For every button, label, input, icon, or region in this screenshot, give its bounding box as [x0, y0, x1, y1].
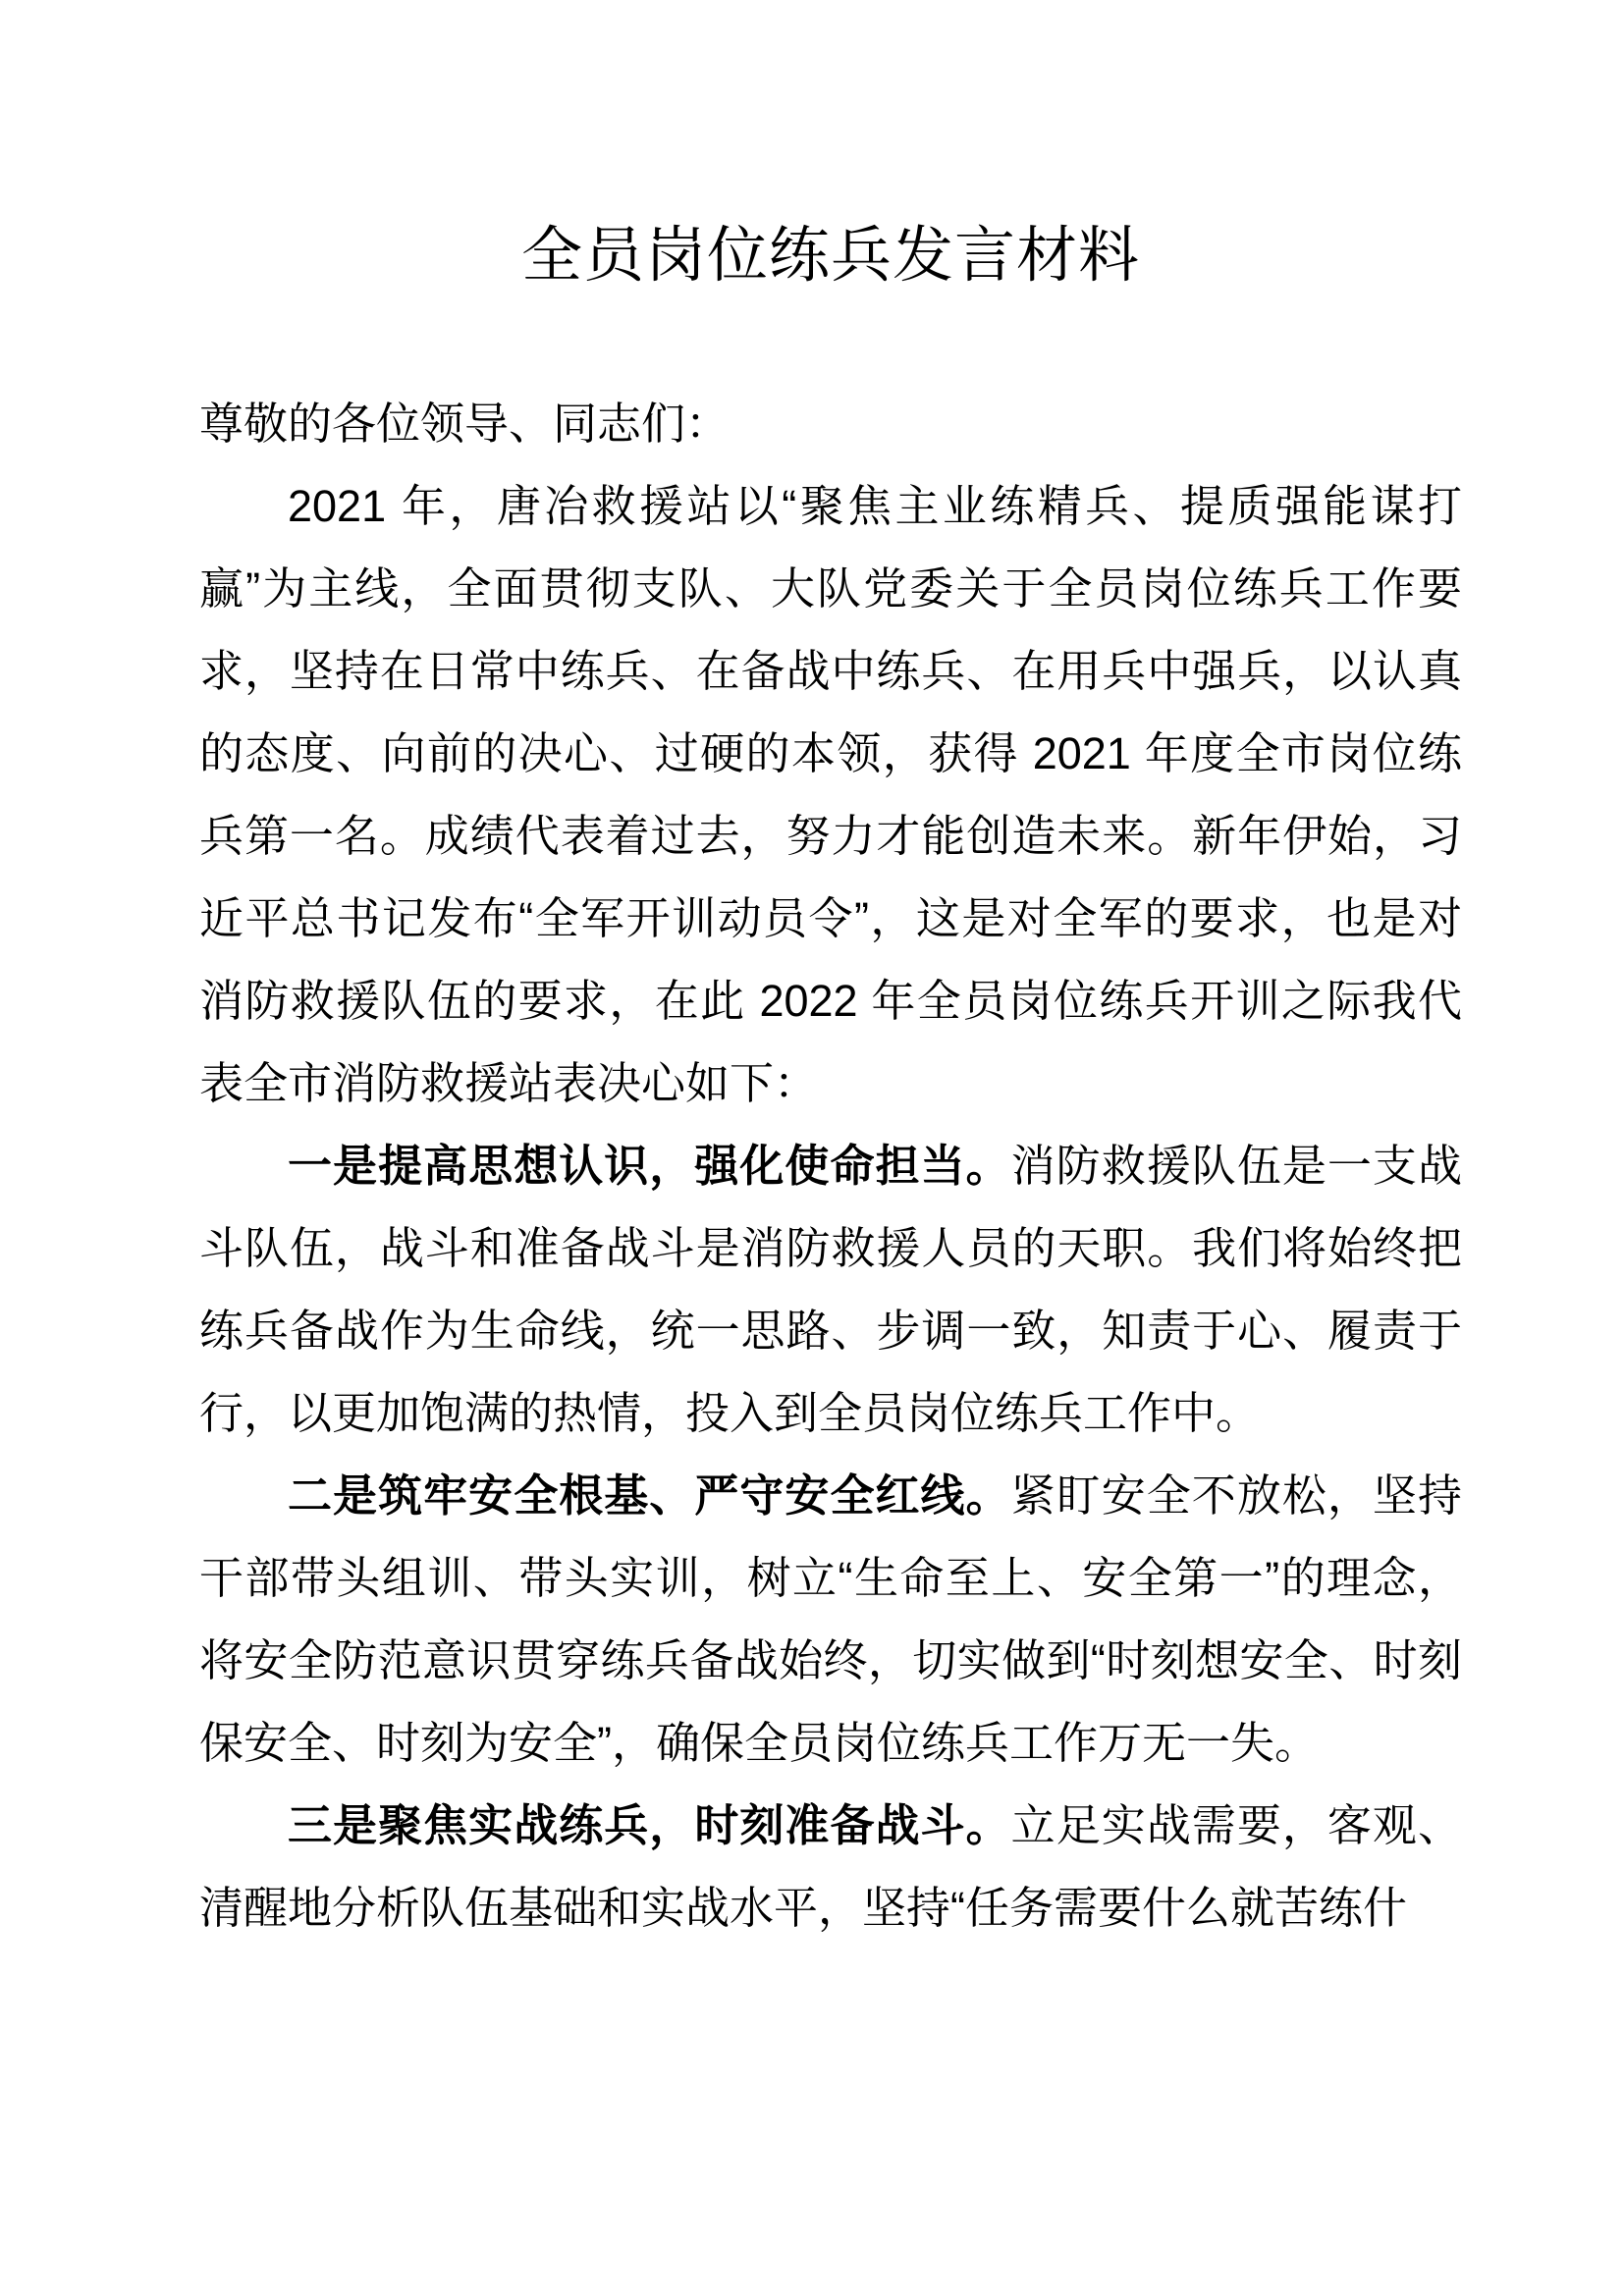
- paragraph-point-1-lead: 一是提高思想认识，强化使命担当。: [288, 1141, 1011, 1191]
- paragraph-point-3: [199, 1785, 1462, 1949]
- paragraph-intro: [199, 465, 1462, 1125]
- paragraph-point-3-text: 立足实战需要，客观、清醒地分析队伍基础和实战水平，坚持“任务需要什么就苦练什: [199, 1800, 1462, 1933]
- salutation-line: 尊敬的各位领导、同志们：: [199, 399, 731, 449]
- paragraph-point-1: [199, 1125, 1462, 1455]
- paragraph-point-2: [199, 1455, 1462, 1785]
- paragraph-intro-text: 2021 年，唐冶救援站以“聚焦主业练精兵、提质强能谋打赢”为主线，全面贯彻支队、大队党委关于全员岗位练兵工作要求，坚持在日常中练兵、在备战中练兵、在用兵中强兵，以认真的态度、向前的决心、过硬的本领，获得 2021 年度全市岗位练兵第一名。成绩代表着过去，努力才能创造未来。新年伊始，习近平总书记发布“全军开训动员令”，这是对全军的要求，也是对消防救援队伍的要求，在此 2022 年全员岗位练兵开训之际我代表全市消防救援站表决心如下：: [199, 481, 1462, 1108]
- paragraph-point-2-lead: 二是筑牢安全根基、严守安全红线。: [288, 1470, 1011, 1521]
- paragraph-point-3-lead: 三是聚焦实战练兵，时刻准备战斗。: [288, 1800, 1011, 1850]
- document-title: 全员岗位练兵发言材料: [520, 222, 1140, 290]
- document-body: [199, 383, 1462, 1949]
- paragraph-point-1-text: 消防救援队伍是一支战斗队伍，战斗和准备战斗是消防救援人员的天职。我们将始终把练兵备战作为生命线，统一思路、步调一致，知责于心、履责于行，以更加饱满的热情，投入到全员岗位练兵工作中。: [199, 1141, 1462, 1438]
- paragraph-point-2-text: 紧盯安全不放松，坚持干部带头组训、带头实训，树立“生命至上、安全第一”的理念，将安全防范意识贯穿练兵备战始终，切实做到“时刻想安全、时刻保安全、时刻为安全”，确保全员岗位练兵工作万无一失。: [199, 1470, 1462, 1768]
